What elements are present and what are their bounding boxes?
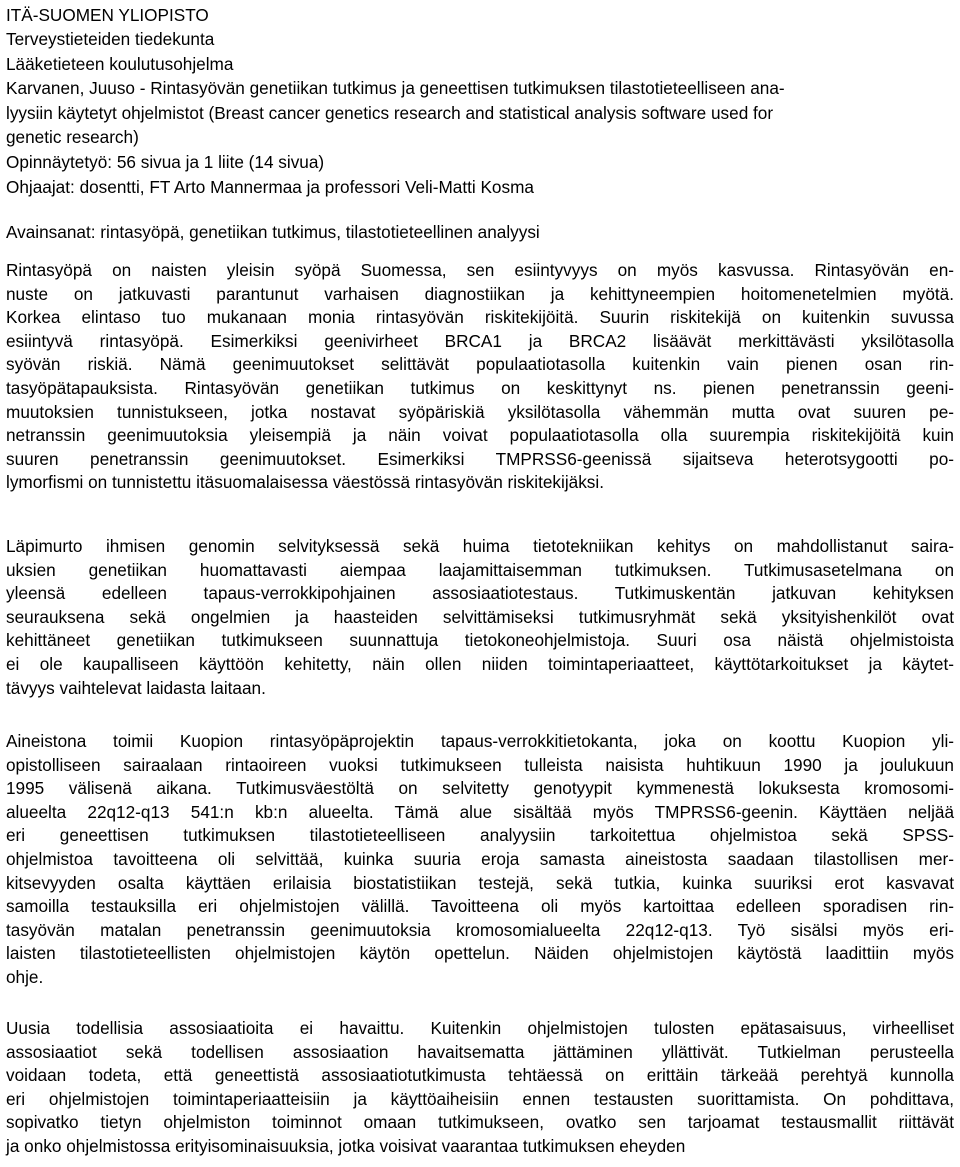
thesis-title-line: lyysiin käytetyt ohjelmistot (Breast cancer genetics research and statistical analysis software used for [6, 102, 774, 123]
thesis-title-line: Karvanen, Juuso - Rintasyövän genetiikan tutkimus ja geneettisen tutkimuksen tilastotieteelliseen ana- [6, 78, 785, 99]
abstract-page [6, 0, 954, 1156]
thesis-title-line: genetic research) [6, 127, 139, 148]
paragraph-line: lymorfismi on tunnistettu itäsuomalaisessa väestössä rintasyövän riskitekijäksi. [6, 472, 604, 493]
paragraph-line: eri ohjelmistojen toimintaperiaatteisiin ja käyttöaiheisiin ennen testausten suorittamista. On pohdittava, [6, 1088, 954, 1109]
paragraph-line: tasyöpätapauksista. Rintasyövän genetiikan tutkimus on keskittynyt ns. pienen penetranssin geeni- [6, 377, 954, 398]
paragraph-line: suuren penetranssin geenimuutokset. Esimerkiksi TMPRSS6-geenissä sijaitseva heterotsygootti po- [6, 448, 954, 469]
paragraph-line: nuste on jatkuvasti parantunut varhaisen diagnostiikan ja kehittyneempien hoitomenetelmien myötä. [6, 283, 954, 304]
paragraph-line: assosiaatiot sekä todellisen assosiaation havaitsematta jättäminen yllättivät. Tutkielman perusteella [6, 1041, 954, 1062]
paragraph-line: syövän riskiä. Nämä geenimuutokset selittävät populaatiotasolla kuitenkin vain pienen osan rin- [6, 354, 954, 375]
abstract-paragraph-3 [6, 730, 954, 990]
paragraph-line: kehittäneet genetiikan tutkimukseen suunnattuja tietokoneohjelmistoja. Suuri osa näistä ohjelmistoista [6, 630, 954, 651]
thesis-page-count: Opinnäytetyö: 56 sivua ja 1 liite (14 sivua) [6, 151, 325, 172]
paragraph-line: voidaan todeta, että geneettistä assosiaatiotutkimusta tehtäessä on erittäin tärkeää perehtyä kunnolla [6, 1065, 954, 1086]
paragraph-line: Läpimurto ihmisen genomin selvityksessä sekä huima tietotekniikan kehitys on mahdollistanut saira- [6, 536, 954, 556]
faculty-name: Terveystieteiden tiedekunta [6, 29, 215, 49]
paragraph-line: laisten tilastotieteellisten ohjelmistojen käytön opettelun. Näiden ohjelmistojen käytöstä laadittiin myös [6, 943, 954, 964]
paragraph-line: opistolliseen sairaalaan rintaoireen vuoksi tutkimukseen tulleista naisista huhtikuun 1990 ja joulukuun [6, 754, 954, 775]
paragraph-line: alueelta 22q12-q13 541:n kb:n alueelta. Tämä alue sisältää myös TMPRSS6-geenin. Käyttäen neljää [6, 801, 954, 822]
paragraph-line: muutoksien tunnistukseen, jotka nostavat syöpäriskiä yksilötasolla vähemmän mutta ovat suuren pe- [6, 401, 954, 422]
abstract-header [6, 0, 954, 199]
programme-name: Lääketieteen koulutusohjelma [6, 53, 234, 74]
paragraph-line: kitsevyyden osalta käyttäen erilaisia biostatistiikan testejä, sekä tutkia, kuinka suuriksi erot kasvavat [6, 872, 954, 893]
keywords: Avainsanat: rintasyöpä, genetiikan tutkimus, tilastotieteellinen analyysi [6, 222, 540, 242]
paragraph-line: Uusia todellisia assosiaatioita ei havaittu. Kuitenkin ohjelmistojen tulosten epätasaisuus, virheelliset [6, 1018, 954, 1038]
paragraph-line: yleensä edelleen tapaus-verrokkipohjainen assosiaatiotestaus. Tutkimuskentän jatkuvan kehityksen [6, 583, 954, 604]
paragraph-line: netranssin geenimuutoksia yleisempiä ja näin voivat populaatiotasolla olla suurempia riskitekijöitä kuin [6, 425, 954, 446]
paragraph-line: tävyys vaihtelevat laidasta laitaan. [6, 677, 266, 698]
paragraph-line: tasyövän matalan penetranssin geenimuutoksia kromosomialueelta 22q12-q13. Työ sisälsi myös eri- [6, 919, 954, 940]
paragraph-line: Rintasyöpä on naisten yleisin syöpä Suomessa, sen esiintyvyys on myös kasvussa. Rintasyövän en- [6, 260, 954, 280]
abstract-paragraph-2 [6, 535, 954, 700]
paragraph-line: esiintyvä rintasyöpä. Esimerkiksi geenivirheet BRCA1 ja BRCA2 lisäävät merkittävästi yksilötasolla [6, 330, 954, 351]
abstract-paragraph-1 [6, 259, 954, 495]
thesis-supervisors: Ohjaajat: dosentti, FT Arto Mannermaa ja professori Veli-Matti Kosma [6, 176, 534, 197]
paragraph-line: uksien genetiikan huomattavasti aiempaa laajamittaisemman tutkimuksen. Tutkimusasetelmana on [6, 559, 954, 580]
paragraph-line: Aineistona toimii Kuopion rintasyöpäprojektin tapaus-verrokkitietokanta, joka on koottu Kuopion yli- [6, 731, 954, 751]
paragraph-line: 1995 välisenä aikana. Tutkimusväestöltä on selvitetty genotyypit kymmenestä lokuksesta kromosomi- [6, 778, 954, 799]
paragraph-line: eri geneettisen tutkimuksen tilastotieteelliseen analyysiin tarkoitettua ohjelmistoa sekä SPSS- [6, 825, 954, 846]
paragraph-line: ei ole kaupalliseen käyttöön kehitetty, näin ollen niiden toimintaperiaatteet, käyttötarkoitukset ja käytet- [6, 653, 954, 674]
paragraph-line: ohjelmistoa tavoitteena oli selvittää, kuinka suuria eroja samasta aineistosta saadaan tilastollisen mer- [6, 848, 954, 869]
paragraph-line: ohje. [6, 966, 44, 987]
university-name: ITÄ-SUOMEN YLIOPISTO [6, 5, 209, 25]
paragraph-line: ja onko ohjelmistossa erityisominaisuuksia, jotka voisivat vaarantaa tutkimuksen eheyden [6, 1135, 686, 1156]
paragraph-line: Korkea elintaso tuo mukanaan monia rintasyövän riskitekijöitä. Suurin riskitekijä on kuitenkin suvussa [6, 307, 954, 328]
paragraph-line: seurauksena sekä ongelmien ja haasteiden selvittämiseksi tutkimusryhmät sekä yksityishenkilöt ovat [6, 606, 954, 627]
abstract-paragraph-4 [6, 1017, 954, 1159]
paragraph-line: sopivatko tietyn ohjelmiston toiminnot omaan tutkimukseen, ovatko sen tarjoamat testausmallit riittävät [6, 1112, 954, 1133]
paragraph-line: samoilla testauksilla eri ohjelmistojen välillä. Tavoitteena oli myös kartoittaa edelleen sporadisen rin- [6, 896, 954, 917]
